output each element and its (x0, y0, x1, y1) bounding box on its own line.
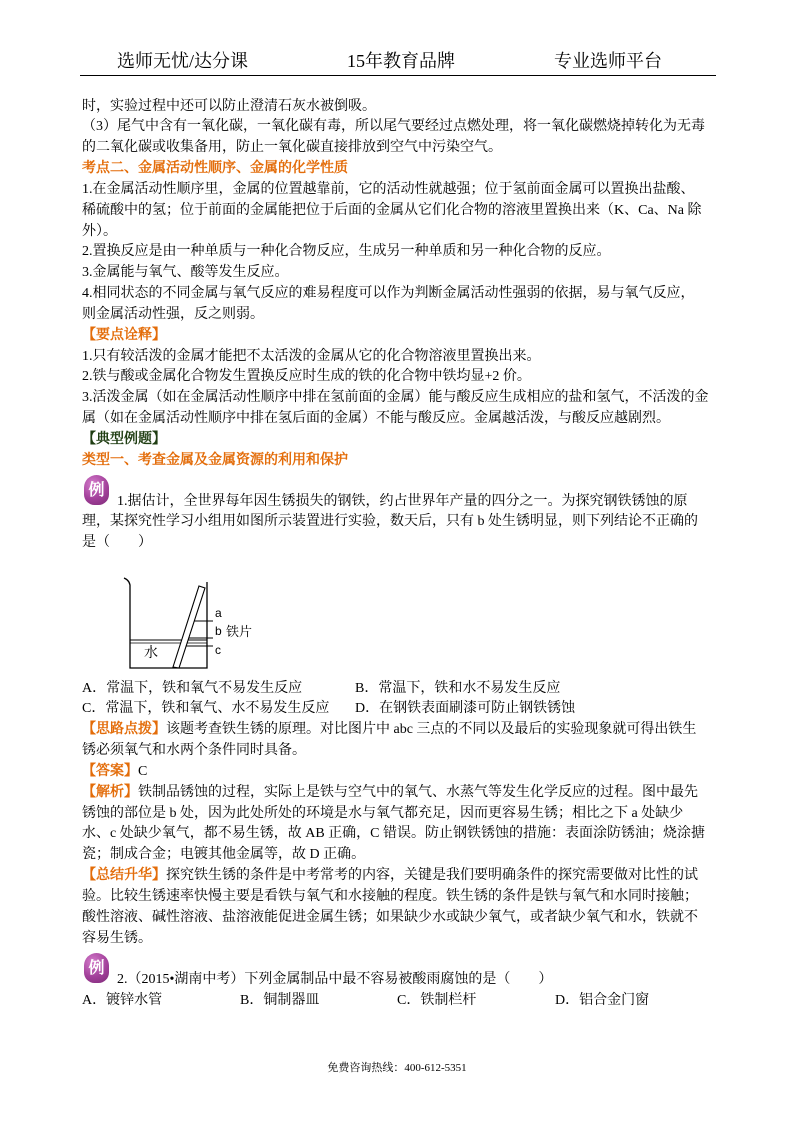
analysis-line: 水、c 处缺少氧气，都不易生锈，故 AB 正确，C 错误。防止钢铁锈蚀的措施：表面涂防锈油；烧涂搪 (82, 826, 705, 842)
key-point-line: 属（如在金属活动性顺序中排在氢后面的金属）不能与酸反应。金属越活泼，与酸反应越剧烈。 (82, 411, 670, 427)
key-point-line: 1.只有较活泼的金属才能把不太活泼的金属从它的化合物溶液里置换出来。 (82, 348, 541, 364)
option-b: B．常温下，铁和水不易发生反应 (355, 680, 561, 696)
question-line: 2.（2015•湖南中考）下列金属制品中最不容易被酸雨腐蚀的是（ ） (117, 971, 553, 987)
hint-line: 锈必须氧气和水两个条件同时具备。 (82, 743, 306, 759)
point-c-label: c (215, 643, 221, 657)
summary-line: 酸性溶液、碱性溶液、盐溶液能促进金属生锈；如果缺少水或缺少氧气，或者缺少氧气和水，铁就不 (82, 909, 698, 925)
intro-line: 的二氧化碳或收集备用，防止一氧化碳直接排放到空气中污染空气。 (82, 140, 502, 156)
body-text-block (82, 97, 709, 472)
analysis-line (82, 783, 705, 804)
hint-label: 【思路点拨】 (82, 722, 166, 738)
type1-title: 类型一、考查金属及金属资源的利用和保护 (82, 452, 348, 468)
header-slogan: 15年教育品牌 (347, 51, 455, 71)
analysis-line: 瓷；制成合金；电镀其他金属等，故 D 正确。 (82, 847, 366, 863)
summary-line (82, 866, 705, 887)
iron-strip (173, 586, 205, 668)
point-a-label: a (215, 606, 222, 620)
question-line: 是（ ） (82, 535, 152, 551)
question-line: 理，某探究性学习小组用如图所示装置进行实验，数天后，只有 b 处生锈明显，则下列结论不正确的 (82, 514, 698, 530)
analysis-line: 锈蚀的部位是 b 处，因为此处所处的环境是水与氧气都充足，因而更容易生锈；相比之下 a 处缺少 (82, 805, 684, 821)
option-c: C．铁制栏杆 (397, 992, 477, 1008)
key-points-title: 【要点诠释】 (82, 327, 166, 343)
header-brand: 选师无忧/达分课 (117, 51, 249, 71)
option-d: D．铝合金门窗 (555, 992, 650, 1008)
answer-value: C (138, 763, 148, 779)
summary-label: 【总结升华】 (82, 868, 166, 884)
answer-line (82, 762, 705, 783)
header-divider (80, 75, 716, 76)
footer-hotline: 免费咨询热线：400-612-5351 (327, 1062, 467, 1074)
section-title: 考点二、金属活动性顺序、金属的化学性质 (82, 161, 348, 177)
option-b: B．铜制器皿 (240, 992, 320, 1008)
summary-line: 验。比较生锈速率快慢主要是看铁与氧气和水接触的程度。铁生锈的条件是铁与氧气和水同时接触； (82, 888, 698, 904)
point-b-label: b (215, 624, 222, 638)
key-point-line: 2.铁与酸或金属化合物发生置换反应时生成的铁的化合物中铁均显+2 价。 (82, 369, 531, 385)
beaker-outline (124, 578, 207, 668)
hint-line (82, 720, 705, 741)
water-label: 水 (144, 644, 158, 660)
analysis-label: 【解析】 (82, 784, 138, 800)
example1-badge-icon: 例 (84, 475, 109, 505)
summary-line: 容易生锈。 (82, 930, 152, 946)
example1-solution (82, 679, 705, 950)
section-line: 稀硫酸中的氢；位于前面的金属能把位于后面的金属从它们化合物的溶液里置换出来（K、Ca、Na 除 (82, 202, 702, 218)
intro-line: （3）尾气中含有一氧化碳，一氧化碳有毒，所以尾气要经过点燃处理，将一氧化碳燃烧掉转化为无毒 (82, 119, 705, 135)
question-line: 1.据估计，全世界每年因生锈损失的钢铁，约占世界年产量的四分之一。为探究钢铁锈蚀的原 (117, 493, 688, 509)
section-line: 则金属活动性强，反之则弱。 (82, 306, 264, 322)
example2-badge-icon: 例 (84, 953, 109, 983)
intro-line: 时，实验过程中还可以防止澄清石灰水被倒吸。 (82, 98, 376, 114)
section-line: 外）。 (82, 223, 117, 239)
option-a: A．镀锌水管 (82, 992, 163, 1008)
section-line: 2.置换反应是由一种单质与一种化合物反应，生成另一种单质和另一种化合物的反应。 (82, 244, 611, 260)
examples-title: 【典型例题】 (82, 432, 166, 447)
header-platform: 专业选师平台 (554, 51, 662, 71)
answer-label: 【答案】 (82, 763, 138, 779)
option-a: A．常温下，铁和氧气不易发生反应 (82, 680, 303, 696)
options-row (82, 679, 705, 700)
option-c: C．常温下，铁和氧气、水不易发生反应 (82, 701, 330, 717)
section-line: 4.相同状态的不同金属与氧气反应的难易程度可以作为判断金属活动性强弱的依据，易与氧气反应， (82, 286, 695, 302)
example1-question (82, 492, 698, 555)
example2-question (117, 970, 552, 991)
option-d: D．在钢铁表面刷漆可防止钢铁锈蚀 (355, 701, 576, 717)
strip-label: 铁片 (226, 624, 253, 639)
hint-text: 该题考查铁生锈的原理。对比图片中 abc 三点的不同以及最后的实验现象就可得出铁生 (166, 722, 697, 738)
analysis-text: 铁制品锈蚀的过程，实际上是铁与空气中的氧气、水蒸气等发生化学反应的过程。图中最先 (138, 784, 698, 800)
section-line: 1.在金属活动性顺序里，金属的位置越靠前，它的活动性就越强；位于氢前面金属可以置换出盐酸、 (82, 181, 695, 197)
section-line: 3.金属能与氧气、酸等发生反应。 (82, 265, 289, 281)
summary-text: 探究铁生锈的条件是中考常考的内容，关键是我们要明确条件的探究需要做对比性的试 (166, 868, 698, 884)
key-point-line: 3.活泼金属（如在金属活动性顺序中排在氢前面的金属）能与酸反应生成相应的盐和氢气，不活泼的金 (82, 390, 709, 406)
options-row (82, 699, 705, 720)
beaker-figure (120, 570, 270, 680)
